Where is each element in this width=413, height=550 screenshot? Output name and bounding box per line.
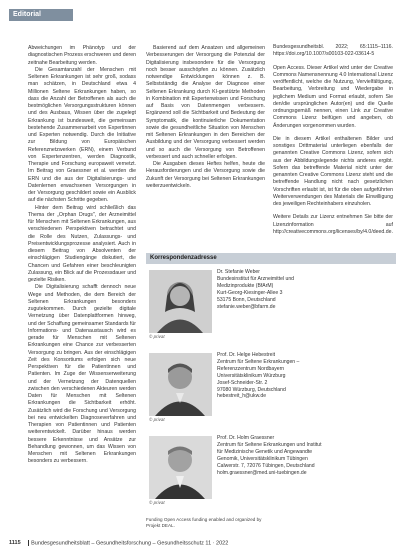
section-tag bbox=[9, 9, 73, 21]
email-address: stefanie.weber@bfarm.de bbox=[217, 303, 276, 310]
correspondence-heading: Korrespondenzadresse bbox=[146, 253, 396, 264]
paragraph: Die Gesamtanzahl der Menschen mit Seltenen Erkrankungen ist sehr groß, sodass man schätzen, in Deutschland etwa 4 Millionen Seltene Erkrankungen haben, so dass die Anzahl der Betroffenen als auch die bestmöglichen Versorgungsstrukturen können und des Ausbaus, Wissen über die zugelegt Erkrankung ist bundesweit, die gemeinsam bestehende Zusammenarbeit von Expertinnen und Experten notwendig. Durch die Initiative zur Bildung von Europäischen Referenznetzwerken (ERN), einem Verbund von Expertenzentren, werden Diagnostik, Therapie und Forschung europaweit vernetzt. Im Beitrag von Graessner et al. werden die ERN und die aus der Digitalisierungs- und Datenlernen erwachsenen Versorgungen in der Versorgung geschildert sowie ein Ausblick auf die nächsten Schritte gegeben. bbox=[28, 66, 136, 204]
photo-caption: © privat bbox=[149, 500, 165, 505]
journal-name: Bundesgesundheitsblatt – Gesundheitsforschung – Gesundheitsschutz 11 · 2022 bbox=[31, 540, 229, 547]
email-address: holm.graessner@med.uni-tuebingen.de bbox=[217, 469, 307, 476]
footer-divider bbox=[28, 540, 29, 546]
portrait-photo bbox=[149, 436, 212, 499]
paragraph: Hinter dem Beitrag wird schließlich das Thema der „Orphan Drugs", der Arzneimittel für Menschen mit Seltenen Erkrankungen, aus verschiedenen Perspektiven betrachtet und die Rolle des Nutzen, Zulassungs- und Preisentwicklungsprozesse analysiert. Auch in diesem Beitrag von Absolventen der einschlägigen Studiengänge diskutiert, die Chancen und Gefahren einer beschleunigten Zulassung, ein Blick auf die Prozessdauer und gezielte Risiken. bbox=[28, 204, 136, 283]
paragraph: Die Ausgaben dieses Heftes helfen, heute die Herausforderungen und die Versorgung sowie die Zukunft der Versorgung bei Seltenen Erkrankungen weiterzuentwickeln. bbox=[146, 161, 265, 189]
address-line: 97080 Würzburg, Deutschland bbox=[217, 386, 286, 393]
address-block bbox=[217, 352, 327, 400]
section-tag-label: Editorial bbox=[13, 11, 42, 18]
portrait-photo bbox=[149, 270, 212, 333]
paragraph: Die Digitalisierung schafft dennoch neue Wege und Methoden, die dem Bereich der Seltenen Erkrankungen besonders zugutekommen. Durch gezielte digitale Vernetzung über Datenplattformen hinweg, und der Schaffung gemeinsamer Standards für Informations- und Datenaustausch wird es gerade für Menschen mit Seltenen Erkrankungen eine Chance zur verbesserten Versorgung zu bringen. Aus der einschlägigen Zeit des Konsortiums erfolgen sich neue Perspektiven für die Patientinnen und Patienten. Im Zuge der Wissenserweiterung und der Vernetzung der Datenquellen zwischen den verschiedenen Akteuren werden Daten für Menschen mit Seltenen Erkrankungen die Sichtbarkeit erhöht. Zusätzlich wird die Forschung und Versorgung bei neu entwickelten Diagnoseverfahren und Therapien von Patientinnen und Patienten weiterentwickelt. Darüber hinaus werden bessere Erkenntnisse und Ansätze zur Behandlung gewonnen, um das Wissen von Menschen mit Seltenen Erkrankungen besonders zu verbessern. bbox=[28, 284, 136, 465]
contact-name: Dr. Stefanie Weber bbox=[217, 269, 260, 275]
page-number: 1115 bbox=[9, 540, 21, 547]
funding-footnote: Funding Open Access funding enabled and organized by Projekt DEAL. bbox=[146, 517, 262, 529]
license-text: Die in diesem Artikel enthaltenen Bilder und sonstiges Drittmaterial unterliegen ebenfalls der genannten Creative Commons Lizenz, sofern sich aus der Abbildungslegende nichts anderes ergibt. Sofern das betreffende Material nicht unter der genannten Creative Commons Lizenz steht und die betreffende Handlung nicht nach gesetzlichen Vorschriften erlaubt ist, ist für die oben aufgeführten Weiterverwendungen des Materials die Einwilligung des jeweiligen Rechteinhabers einzuholen. bbox=[273, 135, 393, 207]
address-line: Universitätsklinikum Würzburg bbox=[217, 372, 286, 379]
license-text: Open Access. Dieser Artikel wird unter der Creative Commons Namensnennung 4.0 International Lizenz veröffentlicht, welche die Nutzung, Vervielfältigung, Bearbeitung, Verbreitung und Wiedergabe in jeglichem Medium und Format erlaubt, sofern Sie den/die ursprünglichen Autor(en) und die Quelle ordnungsgemäß nennen, einen Link zur Creative Commons Lizenz beifügen und angeben, ob Änderungen vorgenommen wurden. bbox=[273, 64, 393, 129]
contact-card bbox=[146, 350, 396, 430]
citation: Bundesgesundheitsbl. 2022; 65:1115–1116. https://doi.org/10.1007/s00103-022-03614-5 bbox=[273, 44, 393, 58]
contact-card bbox=[146, 433, 396, 513]
photo-caption: © privat bbox=[149, 334, 165, 339]
address-line: Zentrum für Seltene Erkrankungen und Institut für Medizinische Genetik und Angewandte Genomik, Universitätsklinikum Tübingen bbox=[217, 441, 322, 462]
paragraph: Abweichungen im Phänotyp und der diagnostischen Prozess erschweren und deren zeitnahe Bearbeitung werden. bbox=[28, 45, 136, 66]
photo-caption: © privat bbox=[149, 417, 165, 422]
text-column-1 bbox=[28, 45, 136, 466]
address-line: Kurt-Georg-Kiesinger-Allee 3 bbox=[217, 289, 283, 296]
address-line: Josef-Schneider-Str. 2 bbox=[217, 379, 268, 386]
paragraph: Basierend auf dem Ansatzen und allgemeinen Verbesserungen der Versorgung die Potenzial der Digitalisierung insbesondere für die Versorgung noch besser ausschöpfen zu können. Zusätzlich notwendige Entwicklungen können z. B. Selbstständig die Analyse der Diagnose einer Seltenen Erkrankung durch KI-gestützte Methoden in Kombination mit Expertenwissen und Forschung auf Basis von Datenmengen verbessern. Ergänzend soll die Sichtbarkeit und Bedeutung der Symptomatik, die kontinuierliche Dokumentation sowie die gesundheitliche Situation von Menschen mit Seltenen Erkrankungen in den Bereichen der Ausbildung und der Versorgung verbessert werden und so auch die Versorgung von Betroffenen verbessert und auch schneller erfolgen. bbox=[146, 45, 265, 160]
contact-name: Prof. Dr. Helge Hebestreit bbox=[217, 352, 276, 358]
address-line: Zentrum für Seltene Erkrankungen – Referenzzentrum Nordbayern bbox=[217, 358, 300, 372]
license-link-text: Weitere Details zur Lizenz entnehmen Sie bitte der Lizenzinformation auf http://creativecommons.org/licenses/by/4.0/deed.de. bbox=[273, 214, 393, 235]
text-column-2 bbox=[146, 45, 265, 190]
address-block bbox=[217, 435, 327, 476]
correspondence-box bbox=[146, 253, 396, 513]
address-block bbox=[217, 269, 327, 310]
address-line: Calwerstr. 7, 72076 Tübingen, Deutschland bbox=[217, 462, 315, 469]
contact-card bbox=[146, 267, 396, 347]
text-column-3 bbox=[273, 44, 393, 242]
address-line: 53175 Bonn, Deutschland bbox=[217, 296, 276, 303]
contact-name: Prof. Dr. Holm Graessner bbox=[217, 435, 275, 441]
portrait-photo bbox=[149, 353, 212, 416]
address-line: Bundesinstitut für Arzneimittel und Medizinprodukte (BfArM) bbox=[217, 275, 295, 289]
page-footer bbox=[9, 540, 228, 546]
email-address: hebestreit_h@ukw.de bbox=[217, 393, 267, 400]
